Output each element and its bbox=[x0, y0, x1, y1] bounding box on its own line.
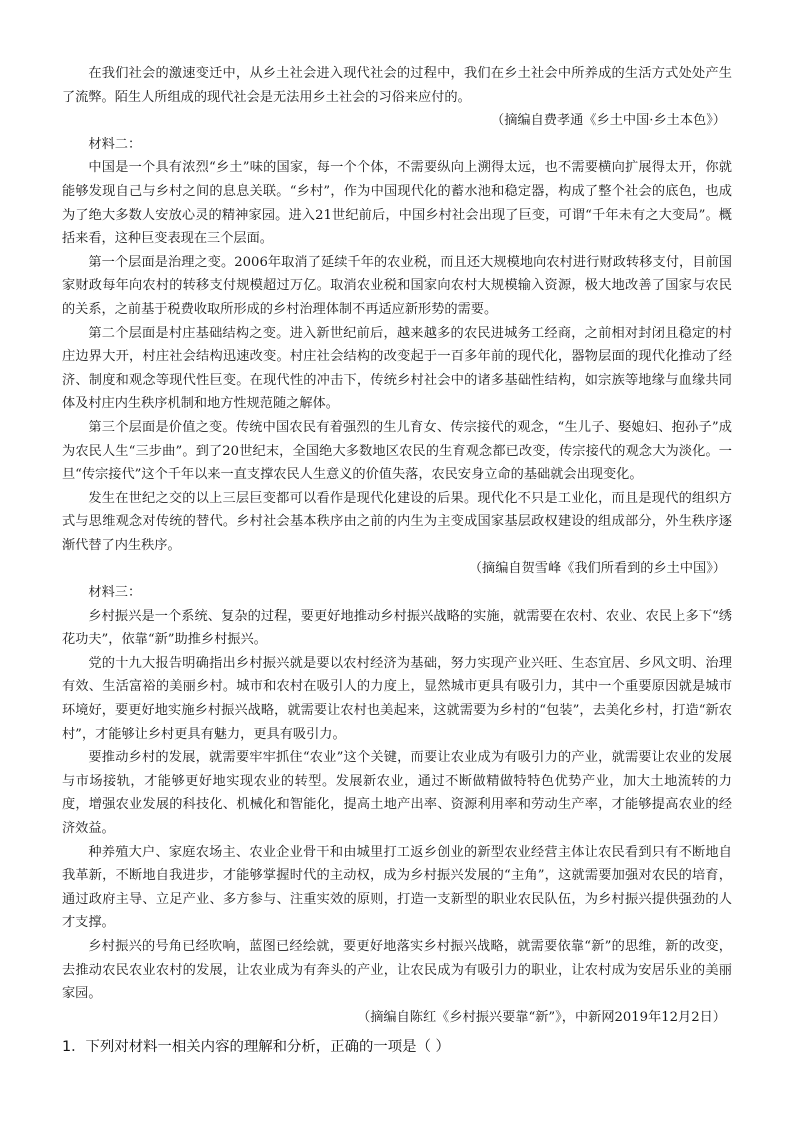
material1-source: （摘编自费孝通《乡土中国·乡土本色》） bbox=[491, 113, 726, 129]
material3-source: （摘编自陈红《乡村振兴要靠“新”》，中新网2019年12月2日） bbox=[357, 1009, 726, 1025]
material3-label: 材料三： bbox=[88, 585, 142, 601]
material2-paragraph-5: 发生在世纪之交的以上三层巨变都可以看作是现代化建设的后果。现代化不只是工业化，而且是现代的组织方式与思维观念对传统的替代。乡村社会基本秩序由之前的内生为主变成国家基层政权建设的组成部分，外生秩序逐渐代替了内生秩序。 bbox=[62, 490, 732, 553]
material2-paragraph-4: 第三个层面是价值之变。传统中国农民有着强烈的生儿育女、传宗接代的观念，“生儿子、娶媳妇、抱孙子”成为农民人生“三步曲”。到了20世纪末，全国绝大多数地区农民的生育观念都已改变，传宗接代的观念大为淡化。一旦“传宗接代”这个千年以来一直支撑农民人生意义的价值失落，农民安身立命的基础就会出现变化。 bbox=[62, 419, 732, 483]
material2-label: 材料二： bbox=[88, 136, 142, 152]
document-page bbox=[62, 62, 732, 1029]
material3-paragraph-4: 种养殖大户、家庭农场主、农业企业骨干和由城里打工返乡创业的新型农业经营主体让农民看到只有不断地自我革新，不断地自我进步，才能够掌握时代的主动权，成为乡村振兴发展的“主角”，这就需要加强对农民的培育，通过政府主导、立足产业、多方参与、注重实效的原则，打造一支新型的职业农民队伍，为乡村振兴提供强劲的人才支撑。 bbox=[62, 844, 732, 931]
material3-paragraph-1: 乡村振兴是一个系统、复杂的过程，要更好地推动乡村振兴战略的实施，就需要在农村、农业、农民上多下“绣花功夫”，依靠“新”助推乡村振兴。 bbox=[62, 608, 732, 648]
material3-paragraph-2: 党的十九大报告明确指出乡村振兴就是要以农村经济为基础，努力实现产业兴旺、生态宜居、乡风文明、治理有效、生活富裕的美丽乡村。城市和农村在吸引人的力度上，显然城市更具有吸引力，其中一个重要原因就是城市环境好，要更好地实施乡村振兴战略，就需要让农村也美起来，这就需要为乡村的“包装”，去美化乡村，打造“新农村”，才能够让乡村更具有魅力，更具有吸引力。 bbox=[62, 655, 732, 742]
material2-paragraph-1: 中国是一个具有浓烈“乡土”味的国家，每一个个体，不需要纵向上溯得太远，也不需要横向扩展得太开，你就能够发现自己与乡村之间的息息关联。“乡村”，作为中国现代化的蓄水池和稳定器，构成了整个社会的底色，也成为了绝大多数人安放心灵的精神家园。进入21世纪前后，中国乡村社会出现了巨变，可谓“千年未有之大变局”。概括来看，这种巨变表现在三个层面。 bbox=[62, 160, 732, 247]
material1-paragraph: 在我们社会的激速变迁中，从乡土社会进入现代社会的过程中，我们在乡土社会中所养成的生活方式处处产生了流弊。陌生人所组成的现代社会是无法用乡土社会的习俗来应付的。 bbox=[62, 66, 732, 105]
material3-paragraph-5: 乡村振兴的号角已经吹响，蓝图已经绘就，要更好地落实乡村振兴战略，就需要依靠“新”的思维，新的改变，去推动农民农业农村的发展，让农业成为有奔头的产业，让农民成为有吸引力的职业，让农村成为安居乐业的美丽家园。 bbox=[62, 938, 732, 1002]
question-1: 1．下列对材料一相关内容的理解和分析，正确的一项是（ ） bbox=[62, 1039, 450, 1055]
material2-source: （摘编自贺雪峰《我们所看到的乡土中国》） bbox=[468, 561, 726, 577]
material2-paragraph-2: 第一个层面是治理之变。2006年取消了延续千年的农业税，而且还大规模地向农村进行财政转移支付，目前国家财政每年向农村的转移支付规模超过万亿。取消农业税和国家向农村大规模输入资源，极大地改善了国家与农民的关系，之前基于税费收取所形成的乡村治理体制不再适应新形势的需要。 bbox=[62, 254, 732, 317]
material3-paragraph-3: 要推动乡村的发展，就需要牢牢抓住“农业”这个关键，而要让农业成为有吸引力的产业，就需要让农业的发展与市场接轨，才能够更好地实现农业的转型。发展新农业，通过不断做精做特特色优势产业，加大土地流转的力度，增强农业发展的科技化、机械化和智能化，提高土地产出率、资源利用率和劳动生产率，才能够提高农业的经济效益。 bbox=[62, 750, 732, 836]
material2-paragraph-3: 第二个层面是村庄基础结构之变。进入新世纪前后，越来越多的农民进城务工经商，之前相对封闭且稳定的村庄边界大开，村庄社会结构迅速改变。村庄社会结构的改变起于一百多年前的现代化，器物层面的现代化推动了经济、制度和观念等现代性巨变。在现代性的冲击下，传统乡村社会中的诸多基础性结构，如宗族等地缘与血缘共同体及村庄内生秩序机制和地方性规范随之解体。 bbox=[62, 325, 732, 412]
